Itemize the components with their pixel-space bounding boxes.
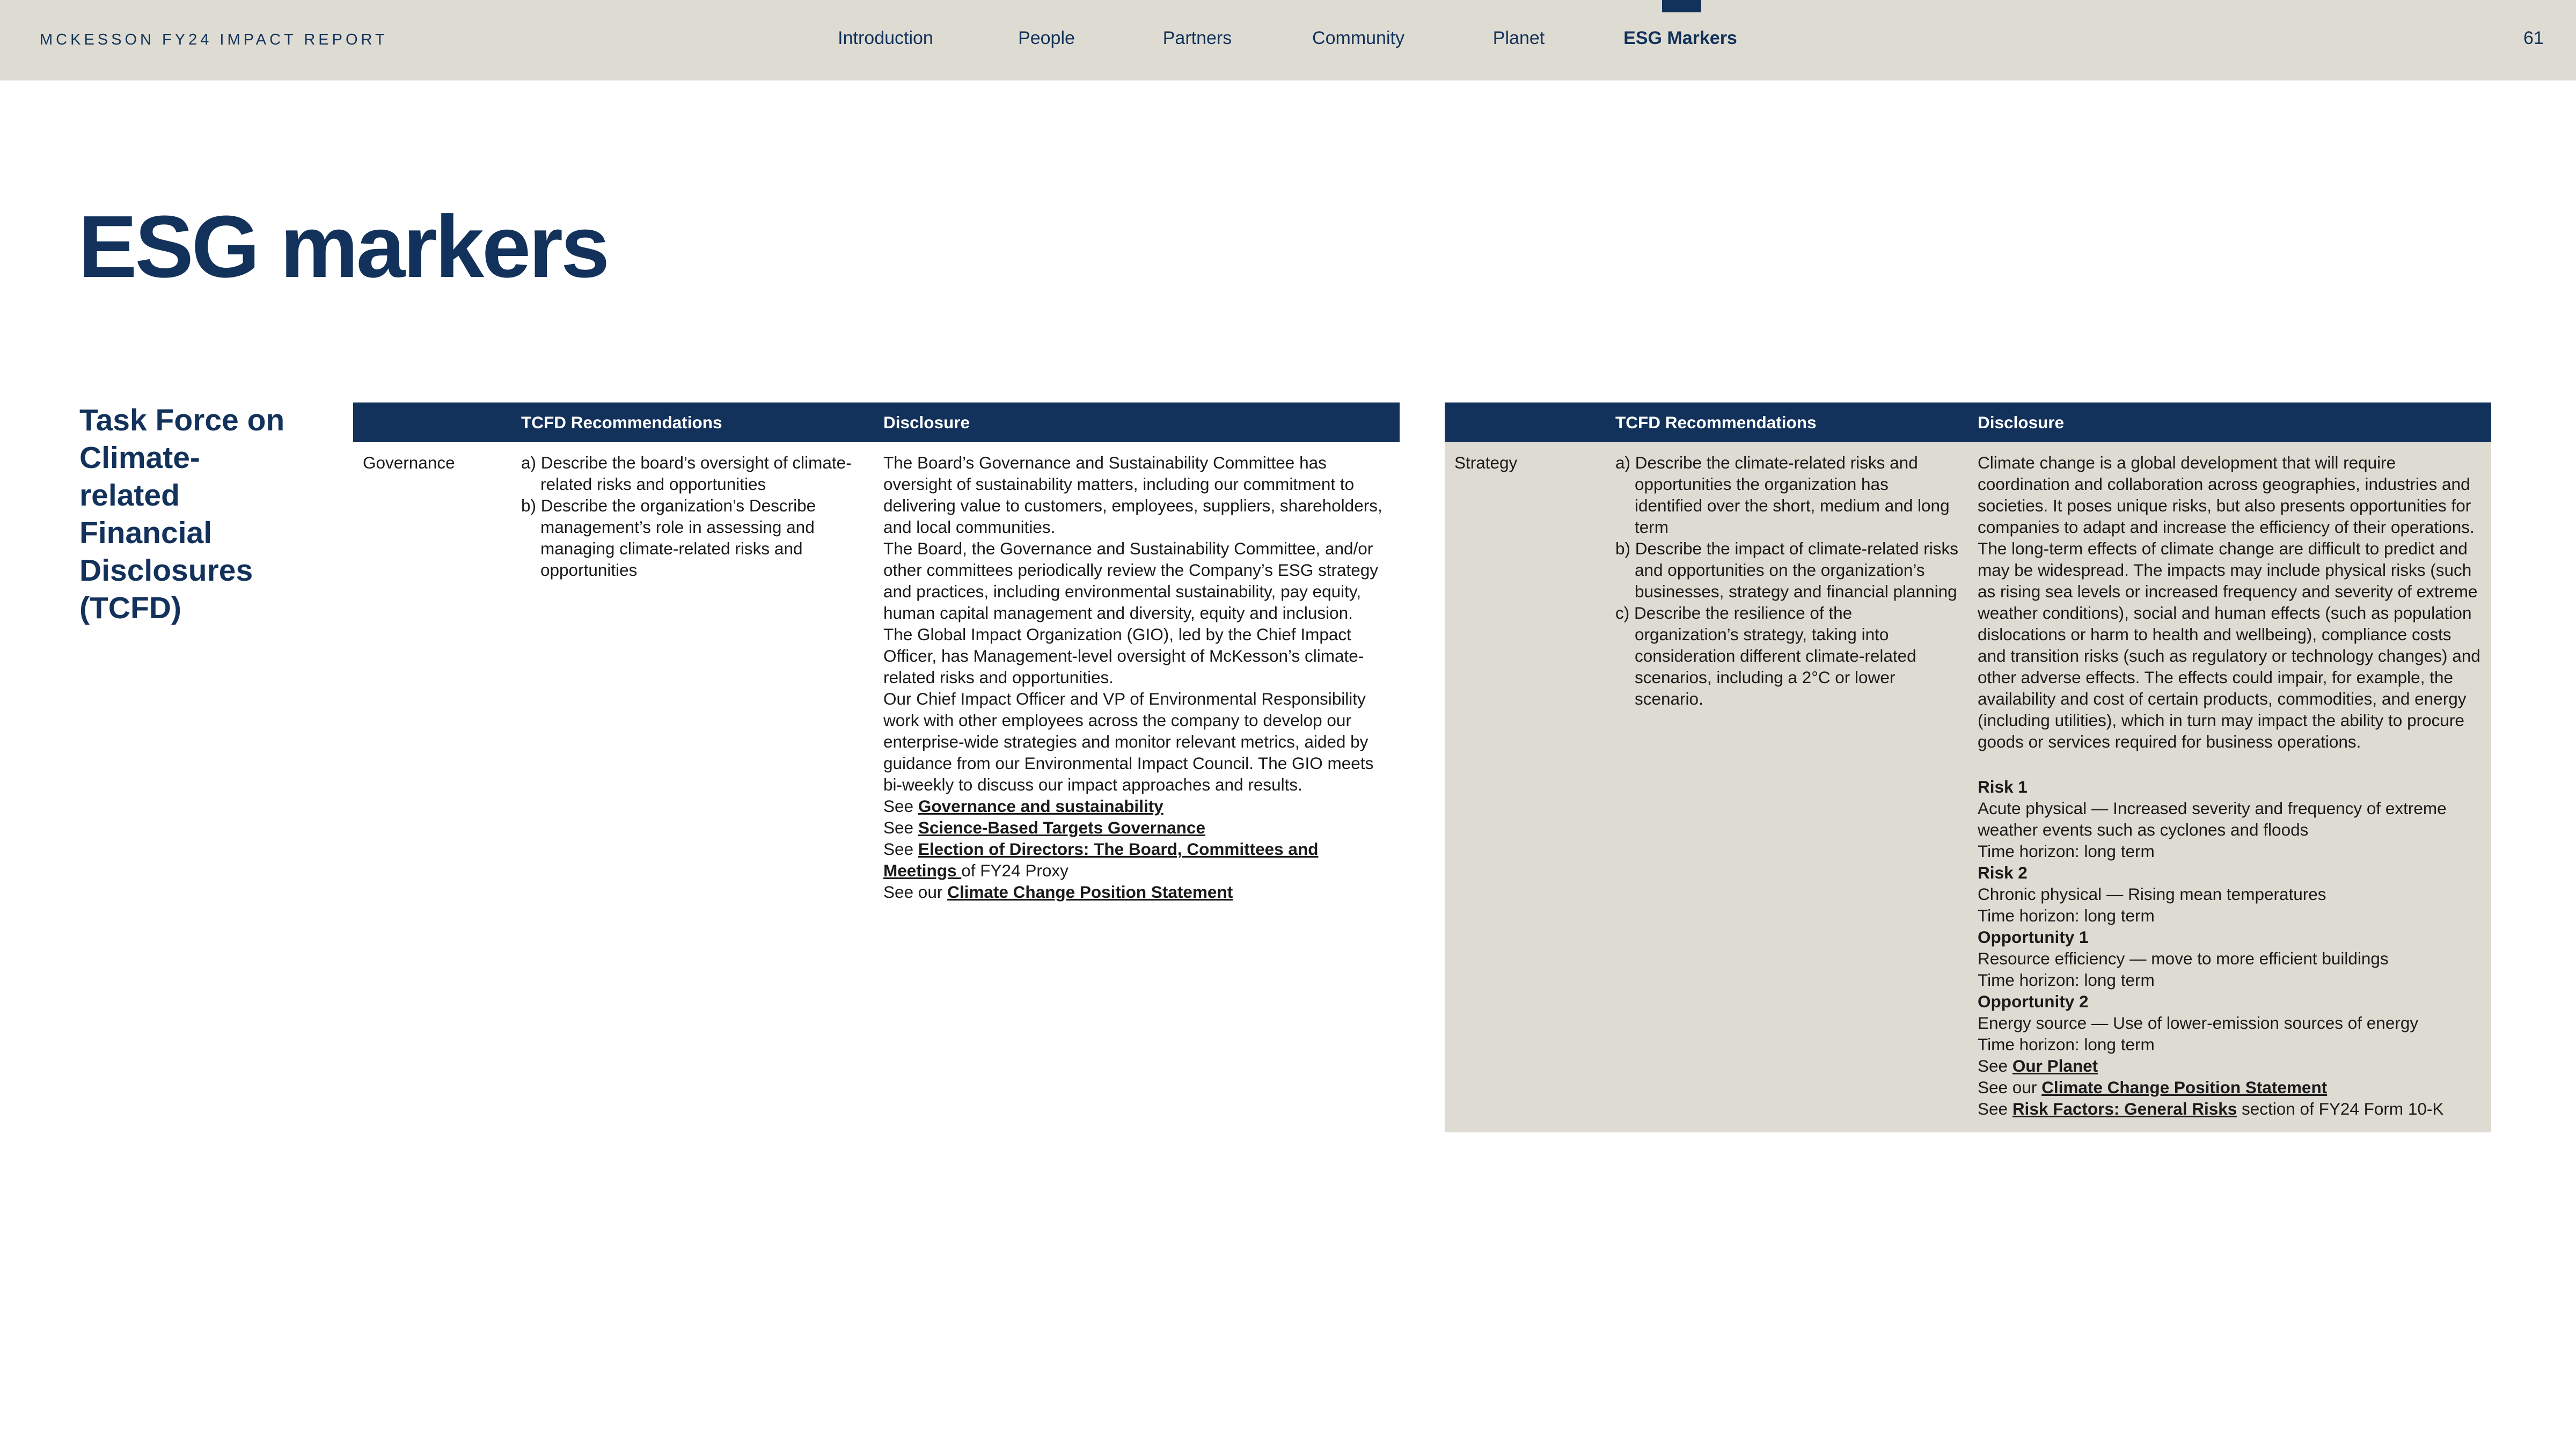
governance-table — [353, 402, 1400, 916]
nav-partners[interactable]: Partners — [1162, 28, 1232, 48]
time-horizon: Time horizon: long term — [1978, 841, 2155, 861]
recommendation-item: a) Describe the board’s oversight of climate-related risks and opportunities — [521, 453, 852, 494]
opportunity-heading: Opportunity 1 — [1978, 927, 2089, 947]
recommendation-item: b) Describe the impact of climate-related risks and opportunities on the organization’s businesses, strategy and financial planning — [1615, 539, 1958, 601]
risk-factors-link[interactable]: Risk Factors: General Risks — [2012, 1099, 2237, 1118]
disclosure-header: Disclosure — [1968, 402, 2491, 442]
section-heading: Task Force on Climate-related Financial Disclosures (TCFD) — [79, 403, 285, 625]
climate-position-link[interactable]: Climate Change Position Statement — [2041, 1078, 2328, 1097]
disclosure-cell — [874, 442, 1400, 916]
recommendations-header: TCFD Recommendations — [1606, 402, 1968, 442]
risk-heading: Risk 1 — [1978, 777, 2028, 796]
table-header-row — [1445, 402, 2491, 442]
top-nav-bar — [0, 0, 2576, 80]
page-title: ESG markers — [78, 197, 608, 296]
recommendation-item: c) Describe the resilience of the organization’s strategy, taking into consideration different climate-related scenarios, including a 2°C or lower scenario. — [1615, 603, 1916, 708]
see-reference — [1978, 1077, 2482, 1098]
disclosure-paragraph: The Global Impact Organization (GIO), led by the Chief Impact Officer, has Management-level oversight of McKesson’s climate-related risks and opportunities. — [883, 625, 1364, 687]
category-cell: Strategy — [1445, 442, 1606, 1132]
opportunity-description: Energy source — Use of lower-emission sources of energy — [1978, 1013, 2419, 1033]
see-reference — [1978, 1098, 2482, 1119]
time-horizon: Time horizon: long term — [1978, 970, 2155, 990]
see-prefix: See — [883, 796, 918, 816]
recommendations-cell — [1606, 442, 1968, 1132]
nav-community[interactable]: Community — [1312, 28, 1404, 48]
election-of-directors-link[interactable]: Election of Directors: The Board, Committees and Meetings — [883, 839, 1319, 880]
disclosure-paragraph: The Board’s Governance and Sustainability Committee has oversight of sustainability matters, including our commitment to delivering value to customers, employees, suppliers, shareholders, and local communities. — [883, 453, 1382, 537]
see-reference — [1978, 1055, 2482, 1077]
see-prefix: See our — [883, 882, 948, 902]
disclosure-cell — [1968, 442, 2491, 1132]
climate-position-link[interactable]: Climate Change Position Statement — [947, 882, 1233, 902]
active-tab-indicator — [1662, 0, 1701, 12]
see-prefix: See — [883, 818, 918, 837]
see-suffix: of FY24 Proxy — [961, 861, 1069, 880]
see-prefix: See our — [1978, 1078, 2042, 1097]
see-prefix: See — [883, 839, 918, 859]
recommendation-item: b) Describe the organization’s Describe management’s role in assessing and managing climate-related risks and opportunities — [521, 496, 816, 580]
category-header — [1445, 402, 1606, 442]
nav-introduction[interactable]: Introduction — [838, 28, 933, 48]
nav-people[interactable]: People — [1018, 28, 1075, 48]
opportunity-heading: Opportunity 2 — [1978, 992, 2089, 1011]
risk-heading: Risk 2 — [1978, 863, 2028, 882]
category-cell: Governance — [363, 453, 455, 472]
spacer — [1978, 752, 2482, 776]
category-header — [353, 402, 511, 442]
recommendation-item: a) Describe the climate-related risks and opportunities the organization has identified over the short, medium and long term — [1615, 453, 1950, 537]
strategy-table — [1445, 402, 2491, 1132]
disclosure-header: Disclosure — [874, 402, 1400, 442]
see-suffix: section of FY24 Form 10-K — [2237, 1099, 2444, 1118]
see-prefix: See — [1978, 1099, 2012, 1118]
table-header-row — [353, 402, 1400, 442]
see-prefix: See — [1978, 1056, 2012, 1075]
our-planet-link[interactable]: Our Planet — [2012, 1056, 2098, 1075]
recommendations-header: TCFD Recommendations — [511, 402, 874, 442]
time-horizon: Time horizon: long term — [1978, 906, 2155, 925]
opportunity-description: Resource efficiency — move to more efficient buildings — [1978, 949, 2389, 968]
risk-description: Chronic physical — Rising mean temperatures — [1978, 884, 2326, 904]
nav-esg-markers[interactable]: ESG Markers — [1623, 28, 1737, 48]
see-reference — [883, 881, 1390, 903]
governance-sustainability-link[interactable]: Governance and sustainability — [918, 796, 1163, 816]
see-reference — [883, 838, 1390, 881]
report-title: MCKESSON FY24 IMPACT REPORT — [40, 31, 388, 48]
time-horizon: Time horizon: long term — [1978, 1035, 2155, 1054]
page-number: 61 — [2523, 28, 2544, 48]
nav-planet[interactable]: Planet — [1492, 28, 1545, 48]
see-reference — [883, 795, 1390, 817]
table-row — [353, 442, 1400, 916]
sbt-governance-link[interactable]: Science-Based Targets Governance — [918, 818, 1205, 837]
disclosure-paragraph: Our Chief Impact Officer and VP of Environmental Responsibility work with other employees across the company to develop our enterprise-wide strategies and monitor relevant metrics, aided by guidance from our Environmental Impact Council. The GIO meets bi-weekly to discuss our impact approaches and results. — [883, 689, 1374, 794]
disclosure-paragraph: The Board, the Governance and Sustainability Committee, and/or other committees periodically review the Company’s ESG strategy and practices, including environmental sustainability, pay equity, human capital management and diversity, equity and inclusion. — [883, 539, 1379, 623]
risk-description: Acute physical — Increased severity and frequency of extreme weather events such as cyclones and floods — [1978, 799, 2447, 839]
see-reference — [883, 817, 1390, 838]
table-row — [1445, 442, 2491, 1132]
disclosure-paragraph: The long-term effects of climate change are difficult to predict and may be widespread. The impacts may include physical risks (such as rising sea levels or increased frequency and severity of extreme weather conditions), social and human effects (such as population dislocations or harm to health and wellbeing), compliance costs and transition risks (such as regulatory or technology changes) and other adverse effects. The effects could impair, for example, the availability and cost of certain products, commodities, and energy (including utilities), which in turn may impact the ability to procure goods or services required for business operations. — [1978, 539, 2480, 751]
recommendations-cell — [511, 442, 874, 916]
disclosure-paragraph: Climate change is a global development that will require coordination and collaboration across geographies, industries and societies. It poses unique risks, but also presents opportunities for companies to adapt and increase the efficiency of their operations. — [1978, 453, 2475, 537]
